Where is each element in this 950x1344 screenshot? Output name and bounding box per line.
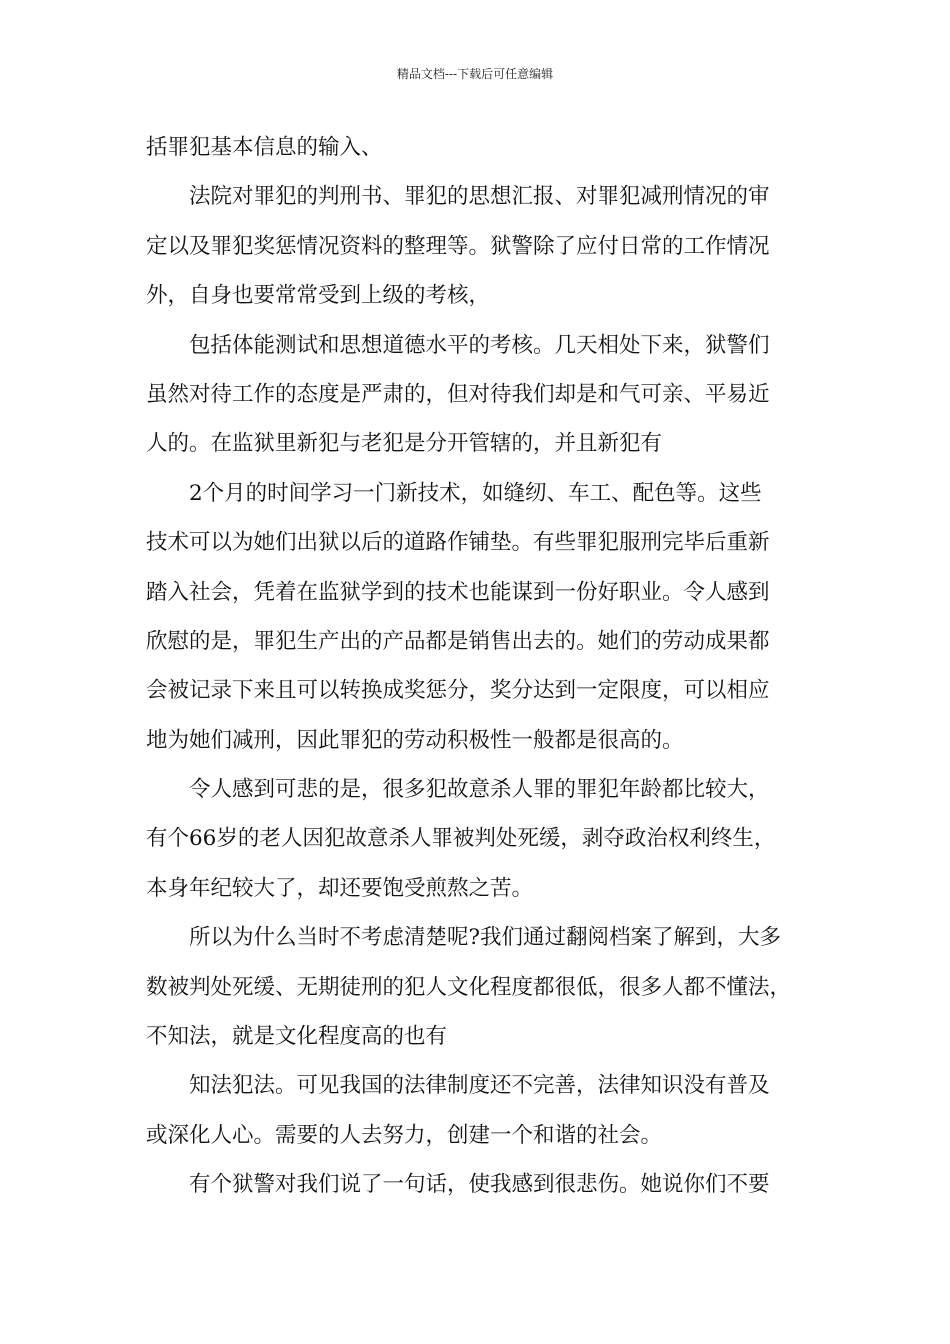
text-line: 虽然对待工作的态度是严肃的，但对待我们却是和气可亲、平易近 xyxy=(146,381,770,407)
text-line: 欣慰的是，罪犯生产出的产品都是销售出去的。她们的劳动成果都 xyxy=(146,628,770,654)
page-header: 精品文档---下载后可任意编辑 xyxy=(396,67,554,81)
text-line: 不知法，就是文化程度高的也有 xyxy=(146,1024,448,1050)
text-line: 外，自身也要常常受到上级的考核， xyxy=(146,283,491,309)
text-line: 本身年纪较大了，却还要饱受煎熬之苦。 xyxy=(146,875,534,901)
text-line: 或深化人心。需要的人去努力，创建一个和谐的社会。 xyxy=(146,1122,663,1148)
text-line: 定以及罪犯奖惩情况资料的整理等。狱警除了应付日常的工作情况 xyxy=(146,233,770,259)
text-line: 会被记录下来且可以转换成奖惩分，奖分达到一定限度，可以相应 xyxy=(146,678,770,704)
text-line: 包括体能测试和思想道德水平的考核。几天相处下来，狱警们 xyxy=(189,332,770,358)
text-line: 令人感到可悲的是，很多犯故意杀人罪的罪犯年龄都比较大， xyxy=(189,777,770,803)
text-line: 技术可以为她们出狱以后的道路作铺垫。有些罪犯服刑完毕后重新 xyxy=(146,530,770,556)
text-line: 有个狱警对我们说了一句话，使我感到很悲伤。她说你们不要 xyxy=(189,1172,770,1198)
text-line: 数被判处死缓、无期徒刑的犯人文化程度都很低，很多人都不懂法， xyxy=(146,974,792,1000)
text-line: 括罪犯基本信息的输入、 xyxy=(146,135,383,160)
text-line: 地为她们减刑，因此罪犯的劳动积极性一般都是很高的。 xyxy=(146,727,684,753)
text-line: 人的。在监狱里新犯与老犯是分开管辖的，并且新犯有 xyxy=(146,431,663,457)
text-line: 2个月的时间学习一门新技术，如缝纫、车工、配色等。这些 xyxy=(189,480,762,506)
document-body xyxy=(146,132,816,1219)
text-line: 知法犯法。可见我国的法律制度还不完善，法律知识没有普及 xyxy=(189,1073,770,1099)
text-line: 有个66岁的老人因犯故意杀人罪被判处死缓，剥夺政治权利终生， xyxy=(146,826,776,852)
text-line: 法院对罪犯的判刑书、罪犯的思想汇报、对罪犯减刑情况的审 xyxy=(189,184,770,210)
text-line: 所以为什么当时不考虑清楚呢?我们通过翻阅档案了解到，大多 xyxy=(189,925,782,951)
text-line: 踏入社会，凭着在监狱学到的技术也能谋到一份好职业。令人感到 xyxy=(146,579,770,605)
